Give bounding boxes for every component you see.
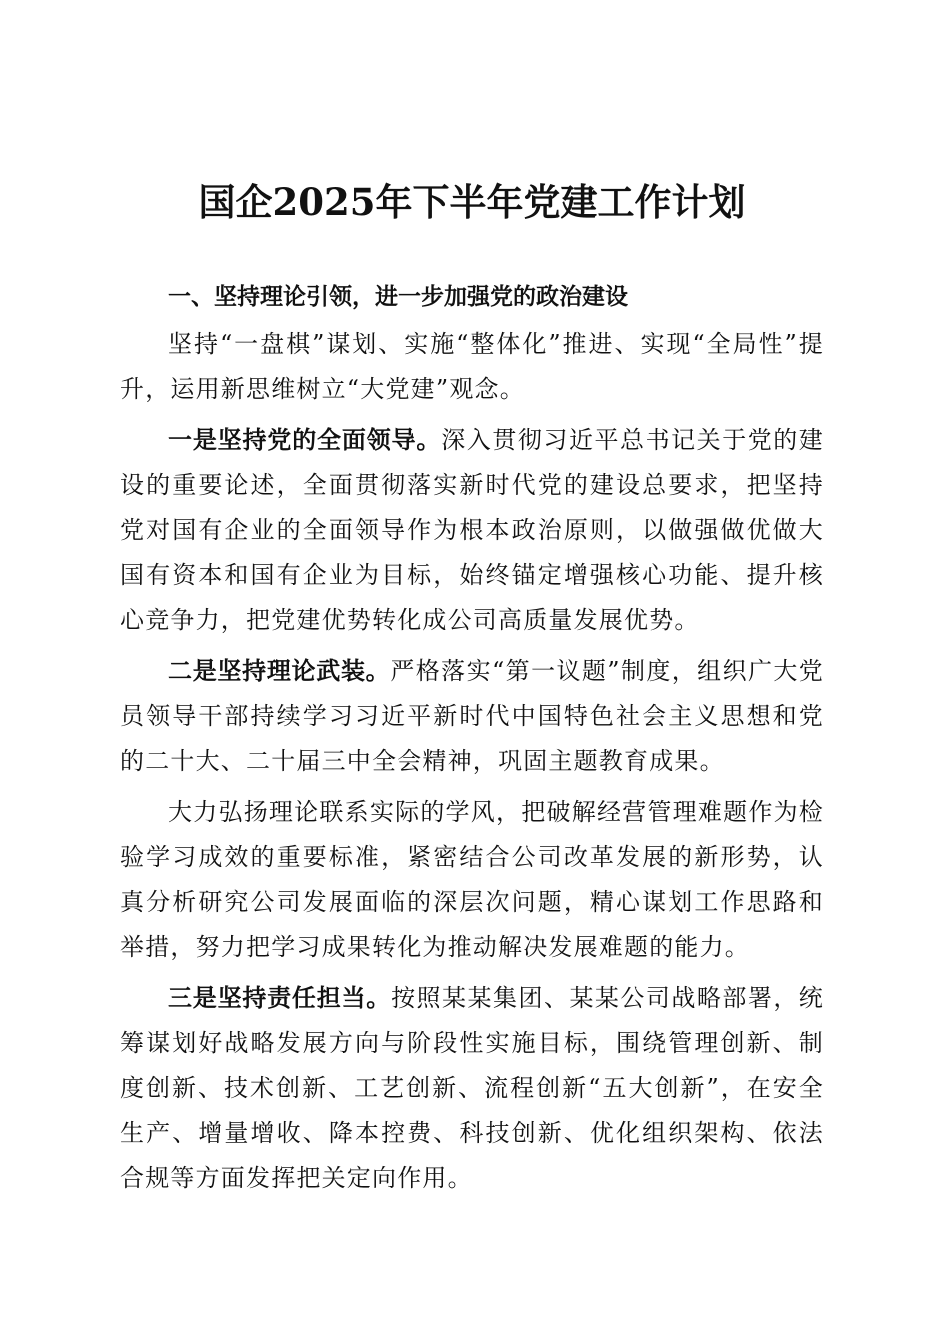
point-2-lead: 二是坚持理论武装。 xyxy=(168,657,391,685)
point-1-text: 深入贯彻习近平总书记关于党的建设的重要论述，全面贯彻落实新时代党的建设总要求，把坚持党对国有企业的全面领导作为根本政治原则，以做强做优做大国有资本和国有企业为目标，始终锚定增强核心功能、提升核心竞争力，把党建优势转化成公司高质量发展优势。 xyxy=(120,426,825,634)
point-1-lead: 一是坚持党的全面领导。 xyxy=(168,426,442,454)
point-1-paragraph xyxy=(120,418,824,643)
point-2-continuation-paragraph: 大力弘扬理论联系实际的学风，把破解经营管理难题作为检验学习成效的重要标准，紧密结合公司改革发展的新形势，认真分析研究公司发展面临的深层次问题，精心谋划工作思路和举措，努力把学习成果转化为推动解决发展难题的能力。 xyxy=(120,798,824,961)
document-title: 国企2025年下半年党建工作计划 xyxy=(198,180,746,224)
point-3-text: 按照某某集团、某某公司战略部署，统筹谋划好战略发展方向与阶段性实施目标，围绕管理创新、制度创新、技术创新、工艺创新、流程创新“五大创新”，在安全生产、增量增收、降本控费、科技创新、优化组织架构、依法合规等方面发挥把关定向作用。 xyxy=(120,984,825,1192)
point-3-lead: 三是坚持责任担当。 xyxy=(168,984,392,1012)
section-heading: 一、坚持理论引领，进一步加强党的政治建设 xyxy=(168,284,628,310)
document-body xyxy=(120,274,824,1201)
point-2-paragraph xyxy=(120,649,824,784)
point-3-paragraph xyxy=(120,976,824,1201)
point-2-text: 严格落实“第一议题”制度，组织广大党员领导干部持续学习习近平新时代中国特色社会主义思想和党的二十大、二十届三中全会精神，巩固主题教育成果。 xyxy=(120,657,825,775)
intro-paragraph: 坚持“一盘棋”谋划、实施“整体化”推进、实现“全局性”提升，运用新思维树立“大党建”观念。 xyxy=(120,330,824,403)
